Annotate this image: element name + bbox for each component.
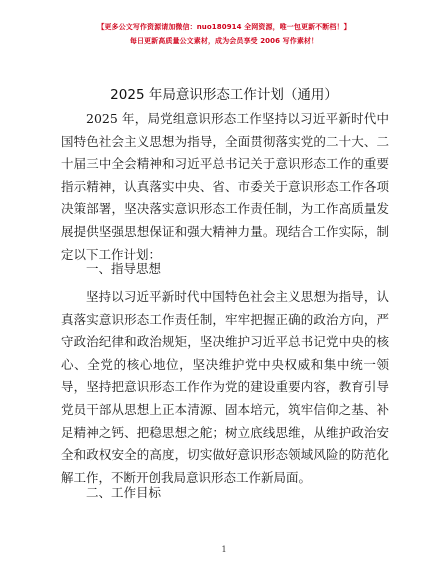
promo-banner-line-2: 每日更新高质量公文素材，成为会员享受 2006 写作素材！ <box>129 37 319 45</box>
page-number: 1 <box>221 545 227 554</box>
promo-banner-line-1: 【更多公文写作资源请加微信：nuo180914 全网资源，唯一包更新不断档！】 <box>97 23 351 31</box>
intro-paragraph: 2025 年，局党组意识形态工作坚持以习近平新时代中国特色社会主义思想为指导，全面贯彻落实党的二十大、二十届三中全会精神和习近平总书记关于意识形态工作的重要指示精神，认真落实中央、省、市委关于意识形态工作各项决策部署，坚决落实意识形态工作责任制，为工作高质量发展提供坚强思想保证和强大精神力量。现结合工作实际，制定以下工作计划： <box>61 111 389 262</box>
section-heading-work-goals: 二、工作目标 <box>86 485 162 500</box>
guiding-ideology-paragraph: 坚持以习近平新时代中国特色社会主义思想为指导，认真落实意识形态工作责任制，牢牢把握正确的政治方向，严守政治纪律和政治规矩，坚决维护习近平总书记党中央的核心、全党的核心地位，坚决维护党中央权威和集中统一领导，坚持把意识形态工作作为党的建设重要内容，教育引导党员干部从思想上正本清源、固本培元，筑牢信仰之基、补足精神之钙、把稳思想之舵；树立底线思维，从维护政治安全和政权安全的高度，切实做好意识形态领域风险的防范化解工作，不断开创我局意识形态工作新局面。 <box>61 289 389 485</box>
document-title: 2025 年局意识形态工作计划（通用） <box>110 87 338 103</box>
section-heading-guiding-ideology: 一、指导思想 <box>86 261 162 276</box>
